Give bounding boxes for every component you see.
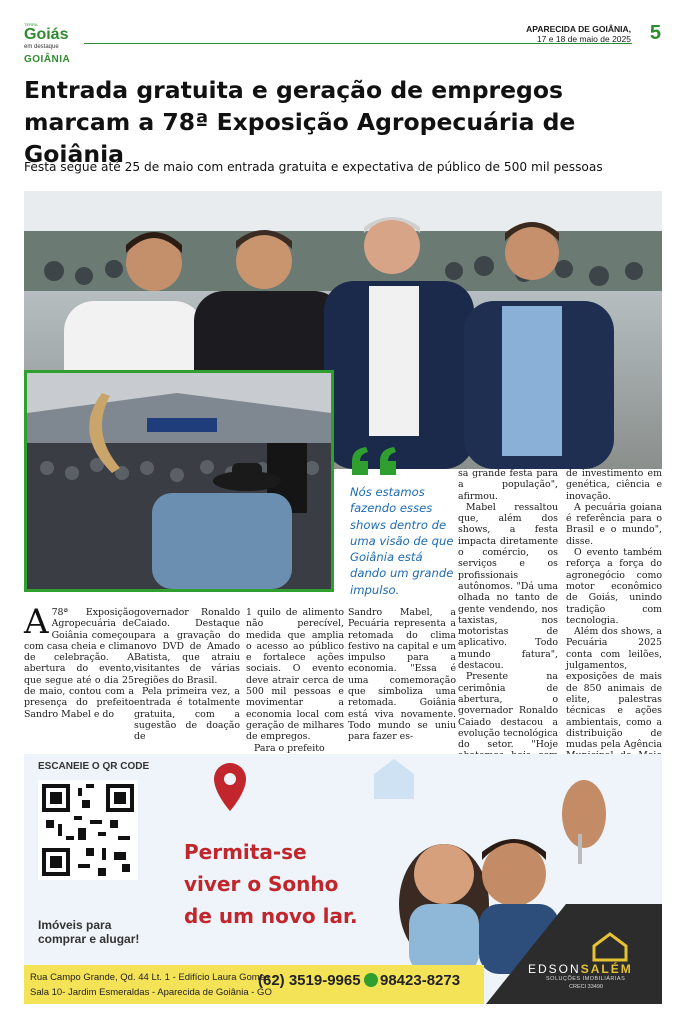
article-paragraph: Pela primeira vez, a entrada é totalmente gratuita, com a sugestão de doação de [134, 686, 240, 743]
brand-name-part: SALÉM [580, 962, 633, 976]
whatsapp-icon [364, 973, 378, 987]
article-column-1 [24, 602, 134, 720]
article-column-3 [246, 607, 344, 754]
ad-slogan-line: Permita-se [184, 840, 307, 864]
subheadline: Festa segue até 25 de maio com entrada gratuita e expectativa de público de 500 mil pessoas [24, 160, 603, 174]
ad-slogan [184, 836, 358, 932]
ad-whatsapp[interactable]: 98423-8273 [380, 972, 461, 989]
brand-subtitle: SOLUÇÕES IMOBILIÁRIAS [546, 976, 626, 982]
qr-code-icon [38, 780, 138, 880]
headline: Entrada gratuita e geração de empregos marcam a 78ª Exposição Agropecuária de Goiânia [24, 76, 576, 168]
article-paragraph: Sandro Mabel, a Pecuária representa a retomada do clima festivo na capital e um impulso para a economia. "Essa é uma comemoração que simboliza uma retomada. Goiânia está viva novamente. Todo mundo se uniu para fazer es- [348, 607, 456, 743]
article-column-2 [134, 607, 240, 743]
pull-quote: Nós estamos fazendo esses shows dentro de uma visão de que Goiânia está dando um grande impulso. [350, 485, 454, 597]
ad-address [30, 970, 276, 1000]
ad-qr-caption [38, 918, 139, 946]
article-paragraph: de investimento em genética, ciência e inovação. [566, 468, 662, 502]
article-column-6 [566, 468, 662, 773]
section-label: GOIÂNIA [24, 54, 71, 65]
article-column-4 [348, 607, 456, 743]
brand-creci: CRECI 33490 [569, 984, 603, 990]
inset-photo [24, 370, 334, 592]
brand-name-part: EDSON [528, 962, 581, 976]
ad-address-line: Rua Campo Grande, Qd. 44 Lt. 1 - Edifício Laura Gomes - [30, 972, 276, 983]
article-paragraph: 78ª Exposição Agropecuária de Goiânia começou com casa cheia e clima de celebração. A abertura do evento, que segue até o dia 25 de maio, contou com a presença do prefeito Sandro Mabel e do [24, 607, 134, 720]
newspaper-logo [24, 22, 80, 48]
article-paragraph: Além dos shows, a Pecuária 2025 conta com leilões, julgamentos, exposições de mais de 850 animais de elite, palestras técnicas e ações ambientais, como a distribuição de mudas pela Agência [566, 626, 662, 751]
ad-phone[interactable]: (62) 3519-9965 [258, 972, 361, 989]
article-paragraph: sa grande festa para a população", afirmou. [458, 468, 558, 502]
article-paragraph: Presente na cerimônia de abertura, o governador Ronaldo Caiado destacou a evolução tecnológica do setor. "Hoje [458, 671, 558, 751]
page-number: 5 [649, 22, 661, 44]
ad-address-line: Sala 10- Jardim Esmeraldas - Aparecida de Goiânia - GO [30, 987, 272, 998]
drop-cap: A [24, 602, 49, 642]
logo-sub: em destaque [24, 44, 59, 50]
ad-slogan-line: de um novo lar. [184, 904, 358, 928]
quote-mark-icon [350, 447, 404, 477]
article-paragraph: Para o prefeito [254, 742, 325, 754]
header-date: 17 e 18 de maio de 2025 [536, 34, 631, 44]
qr-code[interactable] [38, 780, 138, 880]
article-paragraph: governador Ronaldo Caiado. Destaque para a gravação do novo DVD de Amado Batista, que atraiu visitantes de várias regiões do Brasil. [134, 607, 240, 686]
advertisement [24, 754, 662, 1004]
ad-qr-caption-line: Imóveis para [38, 918, 112, 932]
article-paragraph: O evento também reforça a força do agronegócio como motor econômico de Goiás, unindo tradição com tecnologia. [566, 547, 662, 626]
photo-event-crowd-illustration [27, 373, 331, 589]
brand-name [528, 962, 633, 976]
logo-top: TERRA [24, 22, 38, 27]
logo-main: Goiás [24, 26, 69, 43]
article-paragraph: A pecuária goiana é referência para o Brasil e o mundo", disse. [566, 501, 662, 547]
header-city: APARECIDA DE GOIÂNIA, [526, 24, 631, 34]
article-paragraph: Mabel ressaltou que, além dos shows, a festa impacta diretamente o comércio, os serviços e os profissionais autônomos. "Dá uma olhada no tanto de gente vendendo, nos taxistas, nos motoristas de aplicativo. Todo mundo fatura", destacou. [458, 501, 558, 672]
ad-qr-caption-line: comprar e alugar! [38, 932, 140, 946]
ad-qr-title: ESCANEIE O QR CODE [38, 761, 150, 772]
article-paragraph: 1 quilo de alimento não perecível, medida que amplia o acesso ao público e fortalece ações sociais. O evento deve atrair cerca de 500 mil pessoas e movimentar a economia local com geração de milhares de empregos. [246, 607, 344, 743]
ad-slogan-line: viver o Sonho [184, 872, 339, 896]
